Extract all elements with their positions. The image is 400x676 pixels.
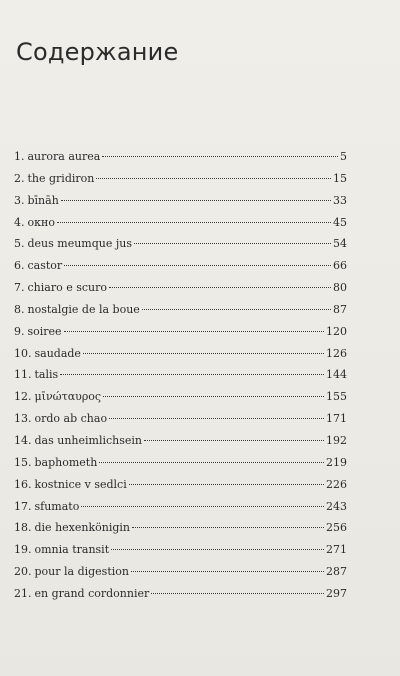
toc-entry-title: das unheimlichsein [34, 433, 142, 447]
toc-entry-number: 9. [14, 324, 25, 338]
toc-entry-page-number: 45 [333, 215, 347, 229]
toc-entry [14, 303, 347, 325]
toc-entry [14, 194, 347, 216]
toc-entry [14, 172, 347, 194]
dot-leader [144, 440, 324, 441]
toc-entry-number: 5. [14, 237, 25, 251]
toc-entry-page-number: 126 [326, 346, 347, 360]
dot-leader [109, 418, 324, 419]
dot-leader [60, 374, 324, 375]
dot-leader [151, 593, 324, 594]
dot-leader [61, 200, 331, 201]
toc-entry-number: 17. [14, 499, 32, 513]
toc-entry-page-number: 66 [333, 259, 347, 273]
toc-entry-title: die hexenkönigin [34, 521, 130, 535]
toc-entry-title: omnia transit [34, 543, 110, 557]
toc-entry-page-number: 144 [326, 368, 347, 382]
toc-entry [14, 237, 347, 259]
toc-entry-title: aurora aurea [27, 150, 101, 163]
toc-entry-title: soiree [27, 324, 62, 338]
toc-entry-number: 6. [14, 259, 25, 273]
toc-entry-page-number: 243 [326, 499, 347, 513]
toc-entry-page-number: 33 [333, 193, 347, 207]
table-of-contents [14, 150, 347, 609]
toc-entry-page-number: 297 [326, 586, 347, 600]
toc-entry-page-number: 271 [326, 543, 347, 557]
toc-entry [14, 500, 347, 522]
toc-entry-title: saudade [34, 346, 81, 360]
toc-entry [14, 478, 347, 500]
toc-entry-page-number: 120 [326, 324, 347, 338]
toc-entry-number: 21. [14, 586, 32, 600]
toc-entry [14, 521, 347, 543]
dot-leader [64, 331, 324, 332]
dot-leader [111, 549, 324, 550]
dot-leader [81, 506, 324, 507]
toc-entry [14, 347, 347, 369]
toc-entry-page-number: 171 [326, 412, 347, 426]
toc-entry-number: 2. [14, 171, 25, 185]
toc-entry-number: 1. [14, 150, 25, 163]
toc-entry-title: en grand cordonnier [34, 586, 150, 600]
toc-entry [14, 587, 347, 609]
toc-entry-page-number: 80 [333, 281, 347, 295]
toc-entry-title: baphometh [34, 455, 98, 469]
toc-entry-title: sfumato [34, 499, 80, 513]
toc-entry [14, 565, 347, 587]
toc-entry [14, 412, 347, 434]
toc-entry-title: castor [27, 259, 63, 273]
toc-entry-number: 13. [14, 412, 32, 426]
toc-entry-title: bīnāh [27, 193, 59, 207]
toc-entry-page-number: 192 [326, 433, 347, 447]
toc-entry [14, 368, 347, 390]
dot-leader [57, 222, 331, 223]
toc-entry-title: окно [27, 215, 55, 229]
toc-entry-page-number: 15 [333, 171, 347, 185]
page-title: Содержание [16, 38, 179, 66]
toc-entry [14, 216, 347, 238]
dot-leader [134, 243, 331, 244]
toc-entry [14, 281, 347, 303]
toc-entry-number: 3. [14, 193, 25, 207]
toc-entry-page-number: 256 [326, 521, 347, 535]
toc-entry-title: kostnice v sedlci [34, 477, 127, 491]
toc-entry-title: the gridiron [27, 171, 95, 185]
toc-entry-title: nostalgie de la boue [27, 302, 140, 316]
toc-entry [14, 325, 347, 347]
dot-leader [83, 353, 324, 354]
toc-entry-number: 19. [14, 543, 32, 557]
dot-leader [99, 462, 324, 463]
toc-entry-page-number: 87 [333, 302, 347, 316]
toc-entry-page-number: 287 [326, 565, 347, 579]
toc-entry-title: deus meumque jus [27, 237, 133, 251]
toc-entry-title: μῑνώταυρος [34, 390, 102, 404]
toc-entry-number: 7. [14, 281, 25, 295]
toc-entry-page-number: 54 [333, 237, 347, 251]
dot-leader [109, 287, 331, 288]
toc-entry-title: pour la digestion [34, 565, 129, 579]
dot-leader [96, 178, 331, 179]
toc-entry [14, 434, 347, 456]
toc-entry-number: 4. [14, 215, 25, 229]
toc-entry [14, 456, 347, 478]
toc-entry-number: 8. [14, 302, 25, 316]
dot-leader [103, 396, 324, 397]
toc-entry-number: 16. [14, 477, 32, 491]
toc-entry-number: 11. [14, 368, 32, 382]
toc-entry-number: 20. [14, 565, 32, 579]
toc-entry-page-number: 155 [326, 390, 347, 404]
dot-leader [102, 156, 338, 157]
toc-entry [14, 150, 347, 172]
toc-entry-number: 12. [14, 390, 32, 404]
toc-entry-number: 10. [14, 346, 32, 360]
toc-entry-number: 15. [14, 455, 32, 469]
toc-entry-number: 14. [14, 433, 32, 447]
toc-entry [14, 543, 347, 565]
toc-entry [14, 259, 347, 281]
dot-leader [132, 527, 324, 528]
dot-leader [64, 265, 331, 266]
dot-leader [131, 571, 324, 572]
toc-entry-title: ordo ab chao [34, 412, 108, 426]
toc-entry [14, 390, 347, 412]
toc-entry-page-number: 5 [340, 150, 347, 163]
dot-leader [129, 484, 324, 485]
toc-entry-page-number: 219 [326, 455, 347, 469]
dot-leader [142, 309, 331, 310]
toc-entry-page-number: 226 [326, 477, 347, 491]
toc-entry-title: talis [34, 368, 59, 382]
toc-entry-title: chiaro e scuro [27, 281, 107, 295]
toc-entry-number: 18. [14, 521, 32, 535]
